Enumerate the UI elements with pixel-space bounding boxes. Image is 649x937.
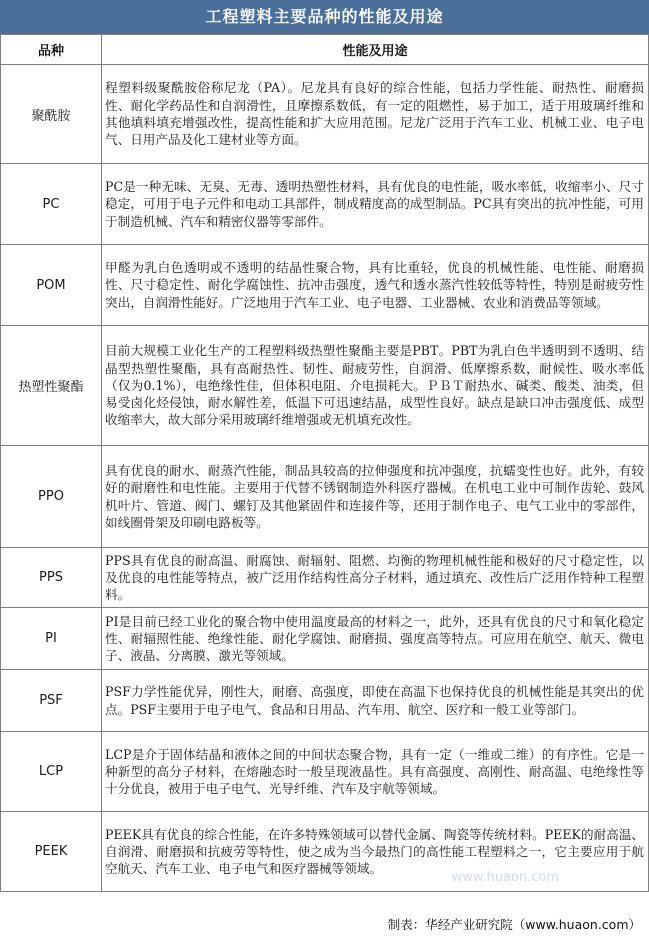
- row-desc: 具有优良的耐水、耐蒸汽性能，制品具较高的拉伸强度和抗冲强度，抗蠕变性也好。此外，有较好的耐磨性和电性能。主要用于代替不锈钢制造外科医疗器械。在机电工业中可制作齿轮、鼓风机叶片、管道、阀门、螺钉及其他紧固件和连接件等，还用于制作电子、电气工业中的零部件，如线圈骨架及印刷电路板等。: [102, 446, 649, 548]
- row-desc: PPS具有优良的耐高温、耐腐蚀、耐辐射、阻燃、均衡的物理机械性能和极好的尺寸稳定性，以及优良的电性能等特点，被广泛用作结构性高分子材料，通过填充、改性后广泛用作特种工程塑料。: [102, 548, 649, 608]
- row-name: PPS: [1, 548, 102, 608]
- row-desc: LCP是介于固体结晶和液体之间的中间状态聚合物，具有一定（一维或二维）的有序性。它是一种新型的高分子材料，在熔融态时一般呈现液晶性。具有高强度、高刚性、耐高温、电绝缘性等十分优良，被用于电子电气、光导纤维、汽车及宇航等领域。: [102, 732, 649, 812]
- header-row: [1, 35, 649, 65]
- row-name: 热塑性聚酯: [1, 326, 102, 446]
- table-row: [1, 245, 649, 326]
- row-desc: 目前大规模工业化生产的工程塑料级热塑性聚酯主要是PBT。PBT为乳白色半透明到不透明、结晶型热塑性聚酯，具有高耐热性、韧性、耐疲劳性，自润滑、低摩擦系数，耐候性、吸水率低（仅为0.1%），电绝缘性佳，但体积电阻、介电损耗大。ＰＢＴ耐热水、碱类、酸类、油类，但易受卤化烃侵蚀，耐水解性差，低温下可迅速结晶，成型性良好。缺点是缺口冲击强度低、成型收缩率大，故大部分采用玻璃纤维增强或无机填充改性。: [102, 326, 649, 446]
- table-row: [1, 65, 649, 164]
- row-desc: 程塑料级聚酰胺俗称尼龙（PA）。尼龙具有良好的综合性能，包括力学性能、耐热性、耐磨损性、耐化学药品性和自润滑性，且摩擦系数低，有一定的阻燃性，易于加工，适于用玻璃纤维和其他填料填充增强改性，提高性能和扩大应用范围。尼龙广泛用于汽车工业、机械工业、电子电气、日用产品及化工建材业等方面。: [102, 65, 649, 164]
- table-row: [1, 670, 649, 732]
- table-row: [1, 326, 649, 446]
- table-row: [1, 732, 649, 812]
- table-title: 工程塑料主要品种的性能及用途: [0, 0, 649, 34]
- row-name: PPO: [1, 446, 102, 548]
- header-name: 品种: [1, 35, 102, 65]
- row-desc: PSF力学性能优异，刚性大，耐磨、高强度，即使在高温下也保持优良的机械性能是其突出的优点。PSF主要用于电子电气、食品和日用品、汽车用、航空、医疗和一般工业等部门。: [102, 670, 649, 732]
- row-name: POM: [1, 245, 102, 326]
- row-name: PC: [1, 164, 102, 245]
- row-desc: PEEK具有优良的综合性能，在许多特殊领域可以替代金属、陶瓷等传统材料。PEEK的耐高温、自润滑、耐磨损和抗疲劳等特性，使之成为当今最热门的高性能工程塑料之一，它主要应用于航空航天、汽车工业、电子电气和医疗器械等领域。: [102, 812, 649, 892]
- properties-table: [0, 34, 649, 892]
- header-desc: 性能及用途: [102, 35, 649, 65]
- row-desc: PC是一种无味、无臭、无毒、透明热塑性材料，具有优良的电性能，吸水率低，收缩率小、尺寸稳定，可用于电子元件和电动工具部件，制成精度高的成型制品。PC具有突出的抗冲性能，可用于制造机械、汽车和精密仪器等零部件。: [102, 164, 649, 245]
- source-footer: 制表：华经产业研究院（www.huaon.com）: [387, 917, 641, 932]
- row-desc: PI是目前已经工业化的聚合物中使用温度最高的材料之一，此外，还具有优良的尺寸和氧化稳定性、耐辐照性能、绝缘性能、耐化学腐蚀、耐磨损、强度高等特点。可应用在航空、航天、微电子、液晶、分离膜、激光等领域。: [102, 608, 649, 670]
- table-row: [1, 164, 649, 245]
- row-name: PEEK: [1, 812, 102, 892]
- row-name: LCP: [1, 732, 102, 812]
- row-name: PSF: [1, 670, 102, 732]
- row-name: 聚酰胺: [1, 65, 102, 164]
- table-row: [1, 548, 649, 608]
- row-desc: 甲醛为乳白色透明或不透明的结晶性聚合物，具有比重轻，优良的机械性能、电性能、耐磨损性、尺寸稳定性、耐化学腐蚀性、抗冲击强度，透气和透水蒸汽性较低等特性，特别是耐疲劳性突出，自润滑性能好。广泛地用于汽车工业、电子电器、工业器械、农业和消费品等领域。: [102, 245, 649, 326]
- watermark-text: www.huaon.com: [451, 870, 559, 885]
- table-row: [1, 608, 649, 670]
- row-name: PI: [1, 608, 102, 670]
- table-row: [1, 446, 649, 548]
